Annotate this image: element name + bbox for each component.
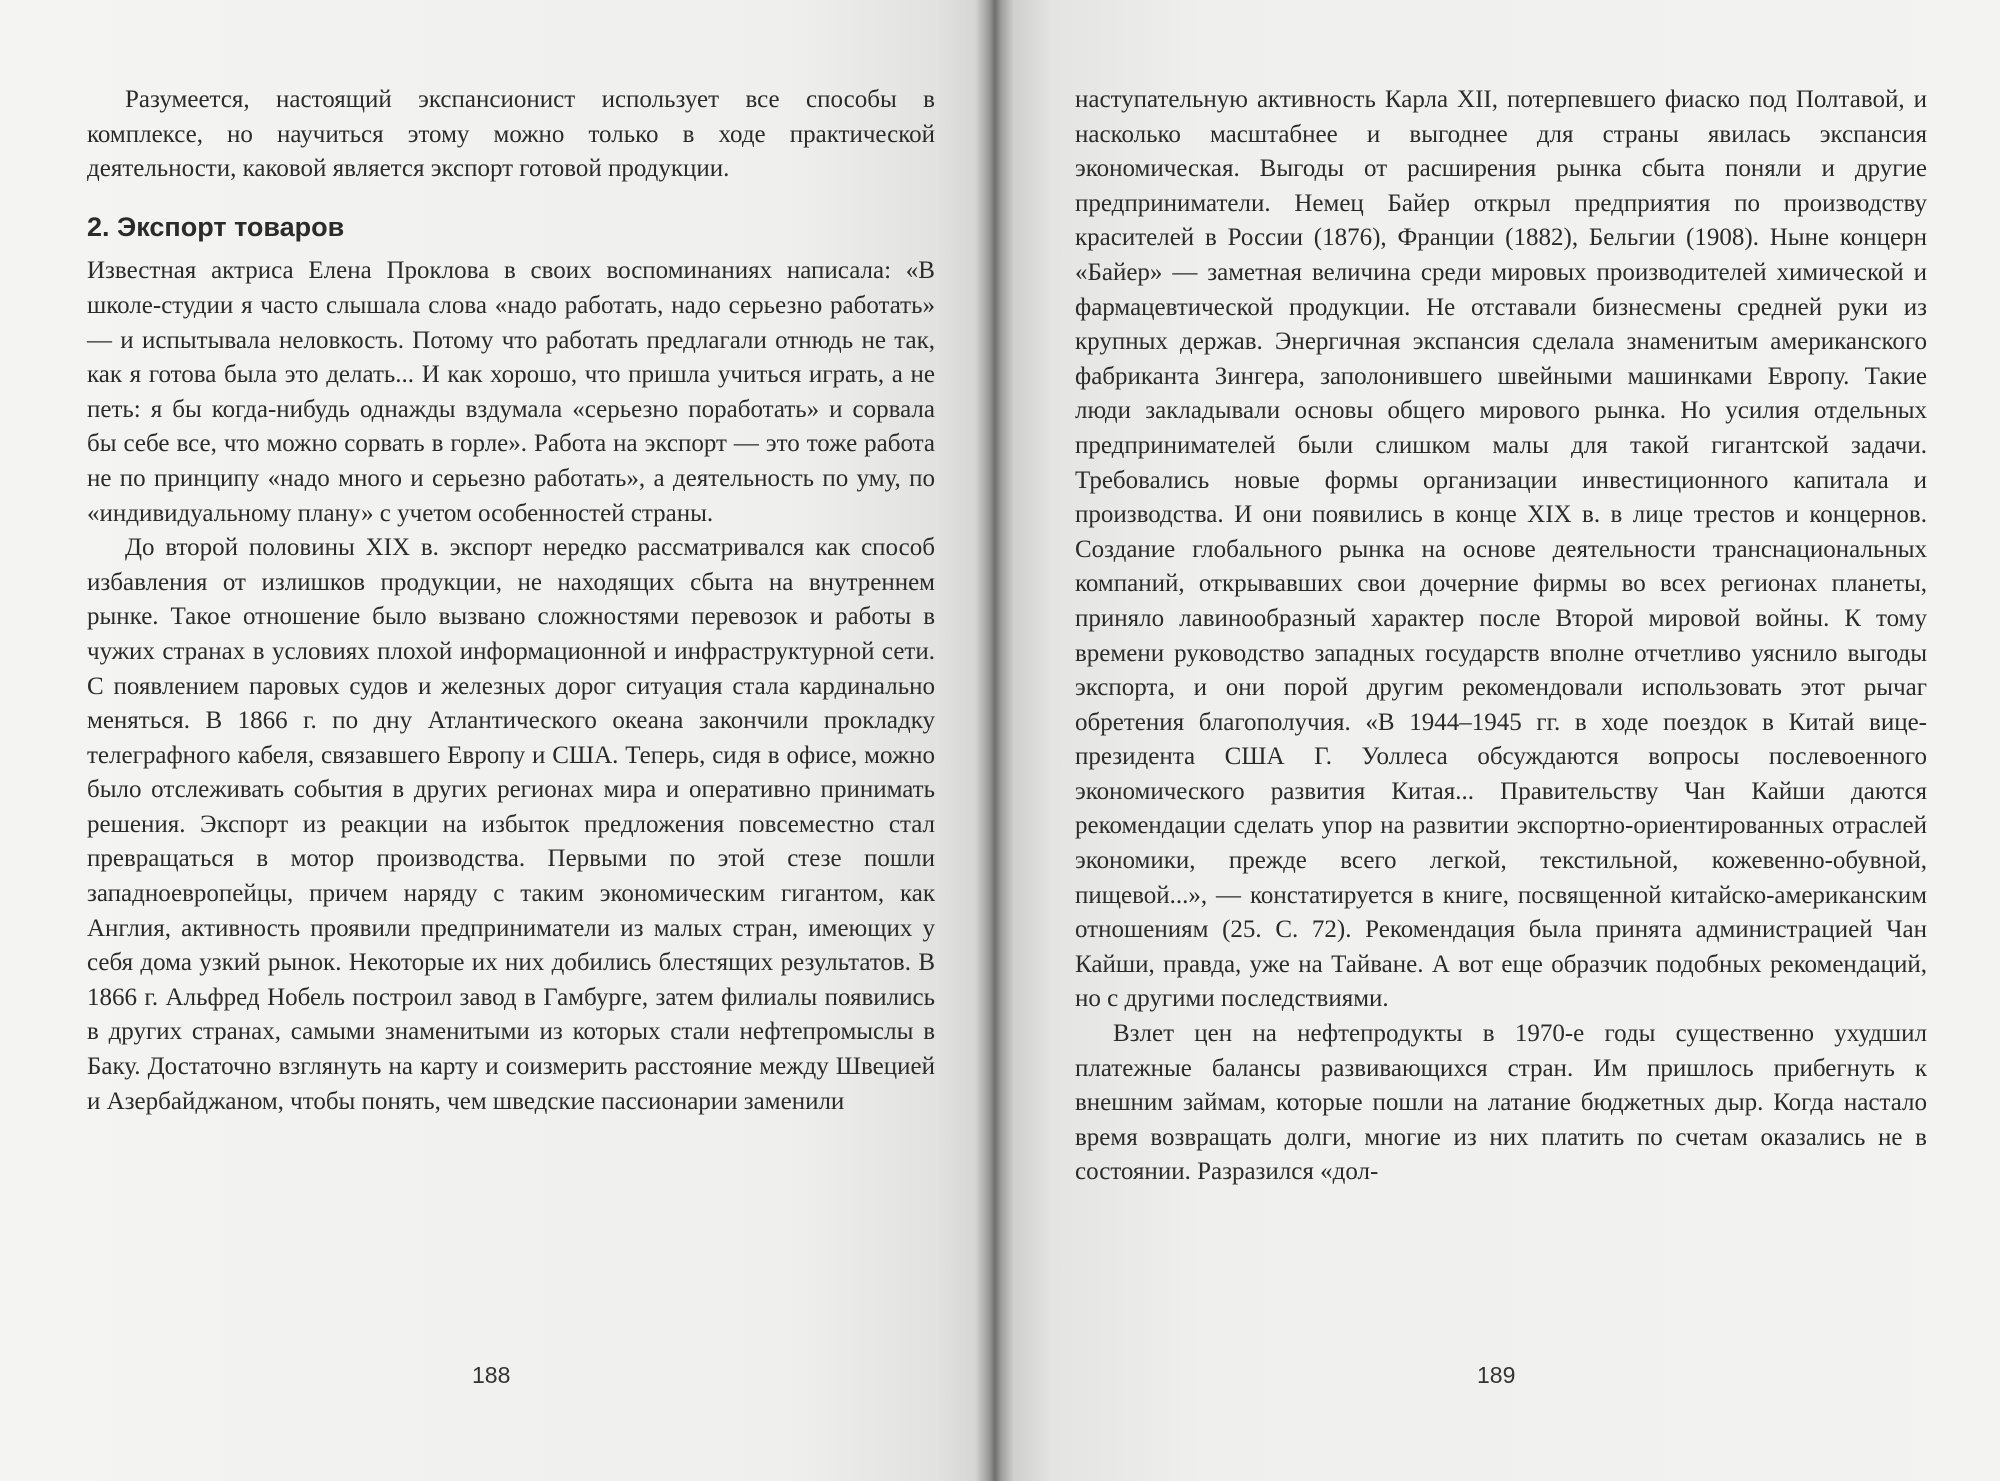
right-paragraph-1: наступательную активность Карла XII, потерпевшего фиаско под Полтавой, и насколько масштабнее и выгоднее для страны явилась экспансия экономическая. Выгоды от расширения рынка сбыта поняли и другие предприниматели. Немец Байер открыл предприятия по производству красителей в России (1876), Франции (1882), Бельгии (1908). Ныне концерн «Байер» — заметная величина среди мировых производителей химической и фармацевтической продукции. Не отставали бизнесмены средней руки из крупных держав. Энергичная экспансия сделала знаменитым американского фабриканта Зингера, заполонившего швейными машинками Европу. Такие люди закладывали основы общего мирового рынка. Но усилия отдельных предпринимателей были слишком малы для такой гигантской задачи. Требовались новые формы организации инвестиционного капитала и производства. И они появились в конце XIX в. в лице трестов и концернов. Создание глобального рынка на основе деятельности транснациональных компаний, открывавших свои дочерние фирмы во всех регионах планеты, приняло лавинообразный характер после Второй мировой войны. К тому времени руководство западных государств вполне отчетливо уяснило выгоды экспорта, и они порой другим рекомендовали использовать этот рычаг обретения благополучия. «В 1944–1945 гг. в ходе поездок в Китай вице-президента США Г. Уоллеса обсуждаются вопросы послевоенного экономического развития Китая... Правительству Чан Кайши даются рекомендации сделать упор на развитии экспортно-ориентированных отраслей экономики, прежде всего легкой, текстильной, кожевенно-обувной, пищевой...», — констатируется в книге, посвященной китайско-американским отношениям (25. С. 72). Рекомендация была принята администрацией Чан Кайши, правда, уже на Тайване. А вот еще образчик подобных рекомендаций, но с другими последствиями. xyxy=(1075,86,1927,1013)
right-page-text xyxy=(1075,83,1927,1190)
left-paragraph-2: Известная актриса Елена Проклова в своих воспоминаниях написала: «В школе-студии я часто слышала слова «надо работать, надо серьезно работать» — и испытывала неловкость. Потому что работать предлагали отнюдь не так, как я готова была это делать... И как хорошо, что пришла учиться играть, а не петь: я бы когда-нибудь однажды вздумала «серьезно поработать» и сорвала бы себе все, что можно сорвать в горле». Работа на экспорт — это тоже работа не по принципу «надо много и серьезно работать», а деятельность по уму, по «индивидуальному плану» с учетом особенностей страны. xyxy=(87,257,935,527)
right-paragraph-2: Взлет цен на нефтепродукты в 1970-е годы существенно ухудшил платежные балансы развивающихся стран. Им пришлось прибегнуть к внешним займам, которые пошли на латание бюджетных дыр. Когда настало время возвращать долги, многие из них платить по счетам оказались не в состоянии. Разразился «дол- xyxy=(1075,1020,1927,1186)
left-paragraph-3: До второй половины XIX в. экспорт нередко рассматривался как способ избавления от излишков продукции, не находящих сбыта на внутреннем рынке. Такое отношение было вызвано сложностями перевозок и работы в чужих странах в условиях плохой информационной и инфраструктурной сети. С появлением паровых судов и железных дорог ситуация стала кардинально меняться. В 1866 г. по дну Атлантического океана закончили прокладку телеграфного кабеля, связавшего Европу и США. Теперь, сидя в офисе, можно было отслеживать события в других регионах мира и оперативно принимать решения. Экспорт из реакции на избыток предложения повсеместно стал превращаться в мотор производства. Первыми по этой стезе пошли западноевропейцы, причем наряду с таким экономическим гигантом, как Англия, активность проявили предприниматели из малых стран, имеющих у себя дома узкий рынок. Некоторые их них добились блестящих результатов. В 1866 г. Альфред Нобель построил завод в Гамбурге, затем филиалы появились в других странах, самыми знаменитыми из которых стали нефтепромыслы в Баку. Достаточно взглянуть на карту и соизмерить расстояние между Швецией и Азербайджаном, чтобы понять, чем шведские пассионарии заменили xyxy=(87,534,935,1115)
left-page-number: 188 xyxy=(472,1362,511,1388)
left-page-text xyxy=(87,83,935,1119)
right-page xyxy=(1003,0,2000,1481)
left-page xyxy=(0,0,985,1481)
left-paragraph-1: Разумеется, настоящий экспансионист использует все способы в комплексе, но научиться этому можно только в ходе практической деятельности, каковой является экспорт готовой продукции. xyxy=(87,86,935,183)
right-page-number: 189 xyxy=(1477,1362,1516,1388)
section-heading: 2. Экспорт товаров xyxy=(87,211,345,242)
book-gutter-shadow xyxy=(975,0,1015,1481)
